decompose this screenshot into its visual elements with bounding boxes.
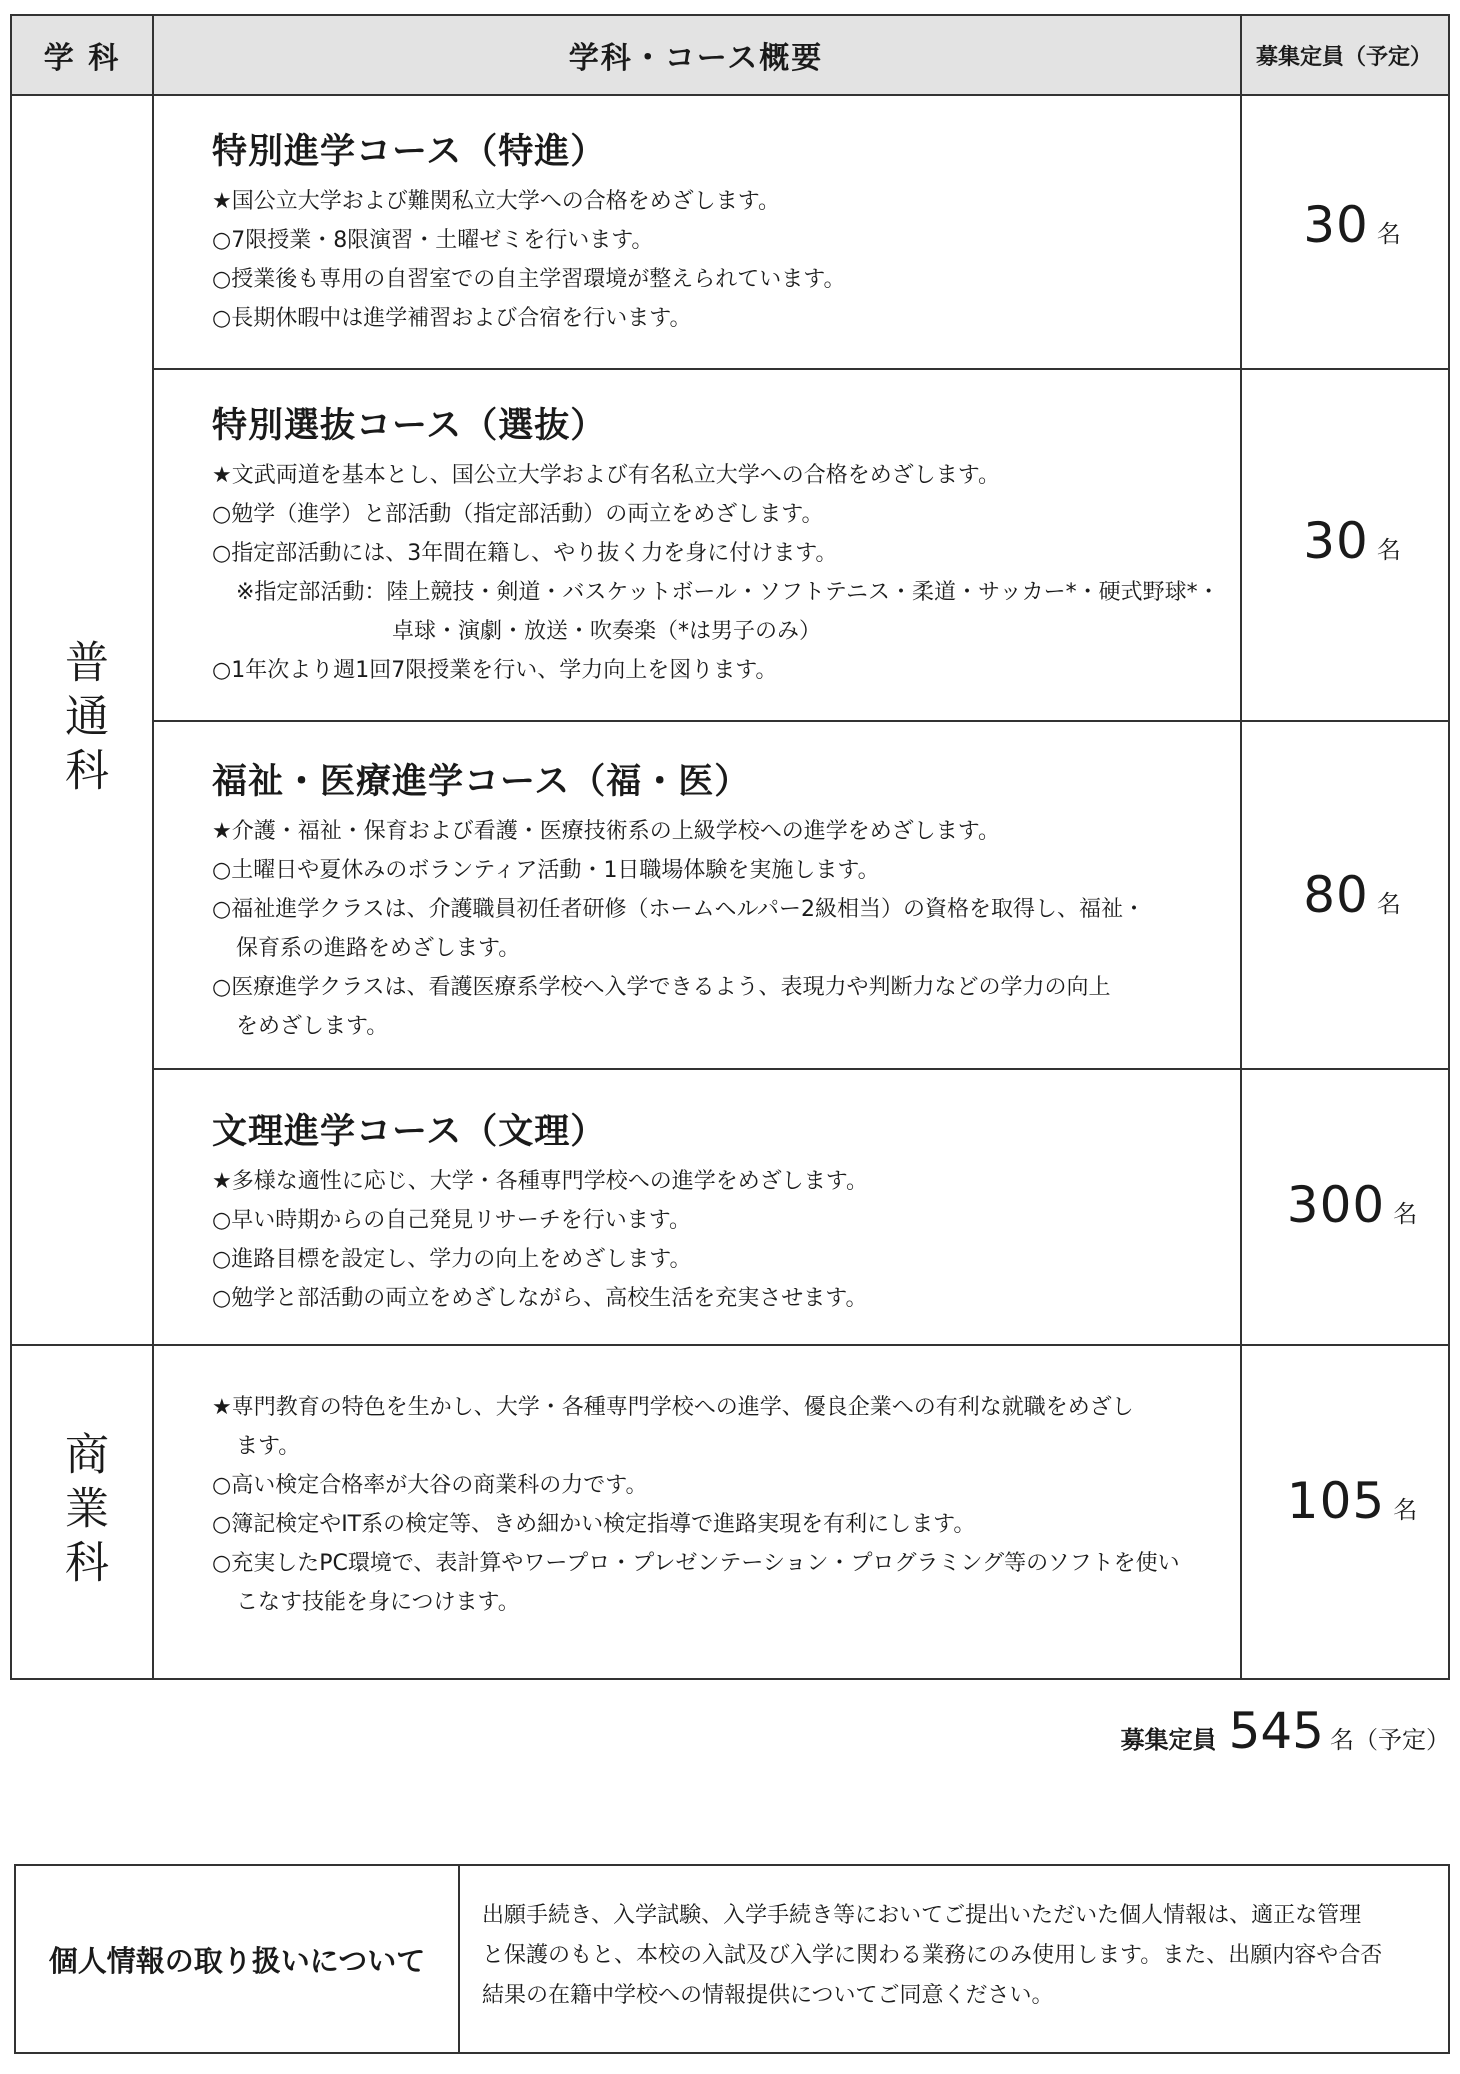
course-line: ○授業後も専用の自習室での自主学習環境が整えられています。 — [212, 267, 846, 292]
course-title: 特別進学コース（特進） — [212, 132, 607, 172]
capacity-unit: 名 — [1376, 220, 1401, 248]
department-general-cell — [12, 96, 152, 1344]
course-fukui — [212, 754, 1232, 1046]
capacity-tokushin — [1252, 196, 1452, 254]
course-tokushin — [212, 124, 1232, 338]
course-bunri — [212, 1104, 1232, 1318]
course-title: 特別選抜コース（選抜） — [212, 406, 607, 446]
department-commerce-cell — [12, 1346, 152, 1678]
course-table — [10, 14, 1450, 1680]
department-general: 普通科 — [57, 639, 108, 801]
course-line: ○7限授業・8限演習・土曜ゼミを行います。 — [212, 228, 654, 253]
row-divider — [152, 368, 1448, 370]
department-commerce: 商業科 — [57, 1431, 108, 1593]
capacity-unit: 名 — [1393, 1496, 1418, 1524]
course-line: ○早い時期からの自己発見リサーチを行います。 — [212, 1208, 691, 1233]
course-line: ○1年次より週1回7限授業を行い、学力向上を図ります。 — [212, 658, 778, 683]
course-line: ○指定部活動には、3年間在籍し、やり抜く力を身に付けます。 — [212, 541, 838, 566]
total-number: 545 — [1228, 1702, 1324, 1760]
course-line: ○医療進学クラスは、看護医療系学校へ入学できるよう、表現力や判断力などの学力の向上 — [212, 975, 1111, 1000]
privacy-title: 個人情報の取り扱いについて — [48, 1943, 426, 1978]
capacity-bunri — [1252, 1176, 1452, 1234]
course-line: こなす技能を身につけます。 — [236, 1590, 520, 1615]
course-note: 卓球・演劇・放送・吹奏楽（*は男子のみ） — [392, 619, 822, 644]
header-department: 学 科 — [43, 41, 121, 76]
course-title: 福祉・医療進学コース（福・医） — [212, 762, 751, 802]
course-line: 保育系の進路をめざします。 — [236, 936, 521, 961]
capacity-fukui — [1252, 866, 1452, 924]
header-overview: 学科・コース概要 — [568, 41, 824, 76]
row-divider — [152, 720, 1448, 722]
capacity-unit: 名 — [1393, 1200, 1418, 1228]
course-line: ★国公立大学および難関私立大学への合格をめざします。 — [212, 189, 780, 214]
course-line: ○土曜日や夏休みのボランティア活動・1日職場体験を実施します。 — [212, 858, 880, 883]
course-line: ○福祉進学クラスは、介護職員初任者研修（ホームヘルパー2級相当）の資格を取得し、福祉・ — [212, 897, 1145, 922]
privacy-divider — [458, 1866, 460, 2052]
course-title: 文理進学コース（文理） — [212, 1112, 607, 1152]
capacity-number: 105 — [1286, 1472, 1386, 1530]
course-line: ○簿記検定やIT系の検定等、きめ細かい検定指導で進路実現を有利にします。 — [212, 1512, 976, 1537]
total-label: 募集定員 — [1120, 1726, 1217, 1754]
course-note: ※指定部活動：陸上競技・剣道・バスケットボール・ソフトテニス・柔道・サッカー*・硬式野球*・ — [236, 580, 1220, 605]
capacity-number: 300 — [1286, 1176, 1386, 1234]
divider-capacity — [1240, 16, 1242, 1678]
course-senbatsu — [212, 398, 1232, 690]
header-capacity: 募集定員（予定） — [1255, 44, 1432, 70]
course-commerce — [212, 1388, 1232, 1622]
course-line: ★介護・福祉・保育および看護・医療技術系の上級学校への進学をめざします。 — [212, 819, 1000, 844]
total-capacity — [1121, 1702, 1450, 1760]
privacy-body — [482, 1896, 1442, 2016]
privacy-line: 結果の在籍中学校への情報提供についてご同意ください。 — [482, 1983, 1054, 2008]
course-line: ★専門教育の特色を生かし、大学・各種専門学校への進学、優良企業への有利な就職をめざし — [212, 1395, 1134, 1420]
course-line: をめざします。 — [236, 1014, 389, 1039]
course-line: ○長期休暇中は進学補習および合宿を行います。 — [212, 306, 692, 331]
course-line: ★多様な適性に応じ、大学・各種専門学校への進学をめざします。 — [212, 1169, 868, 1194]
capacity-commerce — [1252, 1472, 1452, 1530]
privacy-notice — [14, 1864, 1450, 2054]
capacity-unit: 名 — [1376, 890, 1401, 918]
capacity-number: 30 — [1303, 196, 1369, 254]
row-divider — [152, 1068, 1448, 1070]
course-line: ます。 — [236, 1434, 301, 1459]
divider-dept — [152, 16, 154, 1678]
capacity-unit: 名 — [1376, 536, 1401, 564]
course-line: ○勉学と部活動の両立をめざしながら、高校生活を充実させます。 — [212, 1286, 868, 1311]
capacity-number: 80 — [1303, 866, 1369, 924]
course-line: ○充実したPC環境で、表計算やワープロ・プレゼンテーション・プログラミング等のソフトを使い — [212, 1551, 1180, 1576]
total-unit: 名（予定） — [1330, 1726, 1450, 1754]
capacity-senbatsu — [1252, 512, 1452, 570]
privacy-line: と保護のもと、本校の入試及び入学に関わる業務にのみ使用します。また、出願内容や合否 — [482, 1943, 1383, 1968]
course-line: ○高い検定合格率が大谷の商業科の力です。 — [212, 1473, 648, 1498]
course-line: ○進路目標を設定し、学力の向上をめざします。 — [212, 1247, 692, 1272]
course-line: ○勉学（進学）と部活動（指定部活動）の両立をめざします。 — [212, 502, 824, 527]
privacy-line: 出願手続き、入学試験、入学手続き等においてご提出いただいた個人情報は、適正な管理 — [482, 1903, 1362, 1928]
row-divider — [12, 1344, 1448, 1346]
course-line: ★文武両道を基本とし、国公立大学および有名私立大学への合格をめざします。 — [212, 463, 1000, 488]
capacity-number: 30 — [1303, 512, 1369, 570]
